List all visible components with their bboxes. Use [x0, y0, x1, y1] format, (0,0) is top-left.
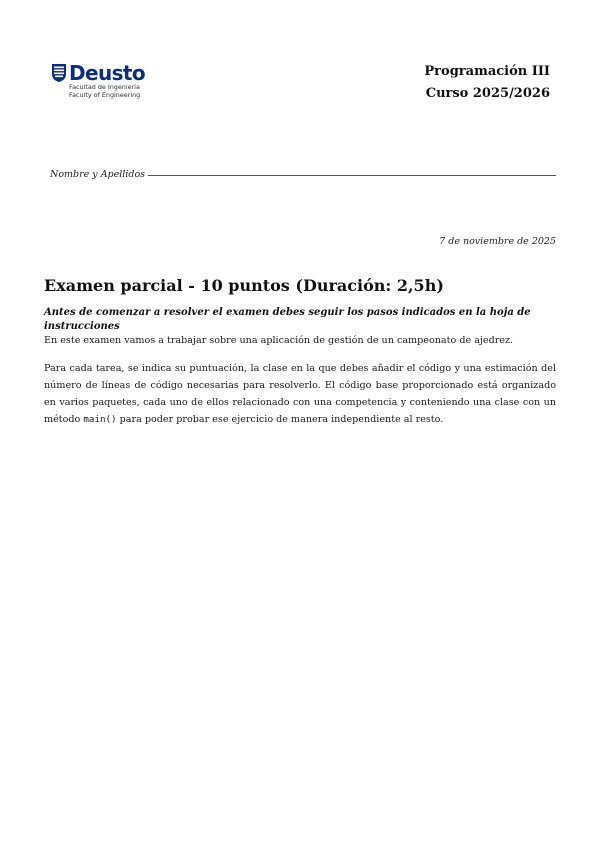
exam-subtitle: Antes de comenzar a resolver el examen debes seguir los pasos indicados en la hoja de instrucciones — [44, 307, 531, 332]
brand-name: Deusto — [69, 61, 146, 85]
faculty-line-2: Faculty of Engineering — [69, 90, 141, 99]
name-blank-line — [148, 175, 556, 176]
deusto-shield-icon — [52, 64, 66, 82]
name-field — [50, 169, 556, 180]
instructions-paragraph — [44, 360, 556, 428]
exam-date: 7 de noviembre de 2025 — [439, 236, 556, 247]
name-label: Nombre y Apellidos — [50, 169, 146, 180]
intro-paragraph: En este examen vamos a trabajar sobre una aplicación de gestión de un campeonato de ajedrez. — [44, 335, 514, 346]
main-method-code: main() — [83, 414, 117, 425]
instructions-text-end: para poder probar ese ejercicio de manera independiente al resto. — [116, 414, 444, 425]
faculty-line-1: Facultad de Ingeniería — [69, 83, 140, 91]
course-name: Programación III — [424, 64, 550, 79]
instructions-text-start: Para cada tarea, se indica su puntuación, la clase en la que debes añadir el código y una estimación del número de líneas de código necesarias para resolverlo. El código base proporcionado está organizado en varios paquetes, cada uno de ellos relacionado con una competencia y conteniendo una clase con un método — [44, 363, 556, 425]
course-year: Curso 2025/2026 — [425, 86, 550, 101]
deusto-logo — [52, 63, 162, 99]
course-info — [424, 61, 550, 105]
exam-title: Examen parcial - 10 puntos (Duración: 2,5h) — [44, 276, 444, 295]
